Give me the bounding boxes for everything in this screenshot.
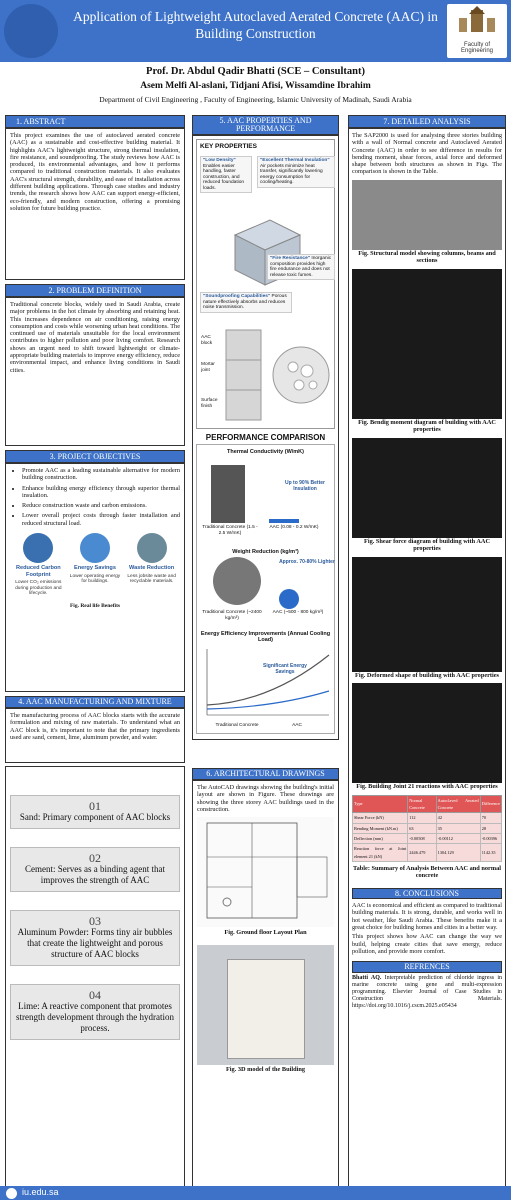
faculty-emblem-icon	[447, 4, 507, 44]
benefit-waste: Waste Reduction Less jobsite waste and recyclable materials.	[126, 533, 178, 597]
weight-title: Weight Reduction (kg/m³)	[232, 549, 299, 555]
abstract-heading: 1. ABSTRACT	[5, 115, 185, 128]
footer-bar	[0, 1186, 511, 1200]
property-low-density: "Low Density" Enables easier handling, faster construction, and reduced foundation loads.	[200, 156, 252, 193]
properties-panel	[192, 135, 339, 740]
weight-circle-aac	[279, 589, 299, 609]
energy-badge: Significant Energy Savings	[263, 663, 307, 675]
weight-trad-label: Traditional Concrete (~2400 kg/m³)	[202, 610, 262, 621]
thermal-aac-label: AAC (0.08 - 0.2 W/mK)	[269, 525, 319, 530]
analysis-caption: Fig. Structural model showing columns, beams and sections	[358, 249, 496, 265]
key-properties	[196, 139, 335, 429]
problem-text: Traditional concrete blocks, widely used in Saudi Arabia, create major problems in the hot climate by absorbing and retaining heat. This increases dependence on air conditioning, raising energy consumption and costs while worsening urban heat conditions. The continued use of materials unsuitable for the local environment contributes to higher pollution and poor living comfort. Research shows an urgent need to shift toward lightweight or climate-appropriate building materials to improve energy efficiency, reduce environmental impact, and enhance living conditions in Saudi cities.	[5, 297, 185, 446]
objective-item: • Enhance building energy efficiency through superior thermal insulation.	[22, 485, 180, 500]
footer-url[interactable]: iu.edu.sa	[22, 1187, 59, 1197]
joint-reactions-image	[352, 683, 502, 783]
building-icon	[227, 959, 305, 1059]
table-row: Bending Moment (kN.m) 63 35 28	[353, 823, 502, 833]
affiliation: Department of Civil Engineering , Faculty of Engineering, Islamic University of Madinah, Saudi Arabia	[99, 95, 412, 104]
thermal-bar-aac	[269, 519, 299, 523]
layer-label: AAC block	[201, 335, 213, 346]
table-row: Deflection (mm) -0.00508 -0.00112 -0.00396	[353, 833, 502, 843]
poster-title: Application of Lightweight Autoclaved Aerated Concrete (AAC) in Building Construction	[73, 9, 438, 41]
references-heading: REFRENCES	[352, 961, 502, 972]
step-lime: 04 Lime: A reactive component that promotes strength development through the hydration process.	[10, 984, 180, 1040]
table-row: Shear Force (kN) 112 42 70	[353, 813, 502, 823]
drawings-text: The AutoCAD drawings showing the building's initial layout are shown in Figure. These drawings are showing the three storey AAC buildings used in the construction.	[197, 784, 334, 813]
step-aluminum: 03 Aluminum Powder: Forms tiny air bubbles that create the lightweight and porous structure of AAC blocks	[10, 910, 180, 966]
header-banner	[0, 0, 511, 62]
performance-title: PERFORMANCE COMPARISON	[205, 433, 326, 442]
properties-heading: 5. AAC PROPERTIES AND PERFORMANCE	[192, 115, 339, 135]
analysis-caption: Fig. Bendig moment diagram of building with AAC properties	[358, 418, 496, 434]
abstract-text: This project examines the use of autoclaved aerated concrete (AAC) as a sustainable and cost-effective building material. It highlights AAC's lightweight structure, strong thermal insulation, fire resistance, and soundproofing. The study reviews how AAC is produced, its environmental advantages, and how it performs compared to traditional construction materials. It also evaluates AAC's structural strength, durability, and ease of installation across different building applications. Through case studies and industry trends, the research shows how AAC can support energy-efficient, eco-friendly, and modern construction, offering a promising solution for future building practice.	[5, 128, 185, 280]
key-properties-title: KEY PROPERTIES	[200, 143, 257, 150]
floor-plan-drawing	[197, 817, 334, 927]
conclusions-heading: 8. CONCLUSIONS	[352, 888, 502, 899]
benefits-caption: Fig. Real life Benefits	[69, 602, 121, 609]
weight-aac-label: AAC (~500 - 800 kg/m³)	[272, 610, 324, 615]
shear-force-image	[352, 438, 502, 538]
property-sound: "Soundproofing Capabilities" Porous nature effectively absorbs and reduces noise transmission.	[200, 292, 292, 313]
layer-label: Mortar joint	[201, 362, 215, 373]
benefits-row	[10, 533, 180, 597]
reference-entry: Bhatti AQ. Interpretable prediction of chloride ingress in marine concrete using gene and multi-expression programming. Elsevier Journal of Case Studies in Construction Materials. https://doi.org/10.1016/j.cscm.2025.e05434	[352, 974, 502, 1009]
building-3d-image	[197, 945, 334, 1065]
objective-item: • Lower overall project costs through faster installation and reduced structural load.	[22, 512, 180, 527]
floor-plan-caption: Fig. Ground floor Layout Plan	[224, 929, 307, 937]
coauthors: Asem Melfi Al-aslani, Tidjani Afisi, Wissamdine Ibrahim	[140, 81, 371, 91]
weight-badge: Approx. 70-80% Lighter	[279, 559, 335, 565]
benefit-carbon: Reduced Carbon Footprint Lower CO₂ emissions during production and lifecycle.	[12, 533, 64, 597]
analysis-caption: Fig. Shear force diagram of building with AAC properties	[363, 537, 491, 553]
deformed-shape-image	[352, 557, 502, 672]
analysis-table	[352, 795, 502, 862]
energy-line-chart	[199, 645, 337, 725]
legend-traditional: Traditional Concrete	[215, 723, 259, 728]
legend-aac: AAC	[292, 723, 302, 728]
analysis-heading: 7. DETAILED ANALYSIS	[348, 115, 506, 128]
drawings-box	[192, 780, 339, 1192]
step-sand: 01 Sand: Primary component of AAC blocks	[10, 795, 180, 829]
bending-moment-image	[352, 269, 502, 419]
faculty-label: Faculty of Engineering	[460, 42, 494, 54]
globe-icon	[6, 1188, 17, 1199]
performance-panel	[196, 444, 335, 734]
energy-title: Energy Efficiency Improvements (Annual Cooling Load)	[200, 631, 331, 643]
layer-label: Surface finish	[201, 398, 218, 409]
objectives-list	[10, 467, 180, 527]
property-fire: "Fire Resistance" Inorganic composition provides high fire endurance and does not release toxic fumes.	[267, 254, 335, 280]
column-middle	[192, 115, 339, 1192]
benefit-energy: Energy Savings Lower operating energy for buildings.	[69, 533, 121, 597]
analysis-caption: Fig. Deformed shape of building with AAC properties	[354, 671, 500, 679]
university-logo-icon	[4, 4, 58, 58]
thermal-badge: Up to 90% Better Insulation	[284, 480, 325, 492]
table-header-row: Type Normal Concrete Autoclaved Aerated Concrete Difference	[353, 795, 502, 813]
3d-model-caption: Fig. 3D model of the Building	[225, 1065, 306, 1073]
conclusions-text: AAC is economical and efficient as compared to traditional building materials. It is strong, durable, and works well in hot weather, like Saudi Arabia. These benefits make it a great choice for building homes and cities in a better way. This project shows how AAC can change the way we build, helping create cities that save energy, reduce pollution, and provide more comfort.	[352, 902, 502, 955]
weight-circle-traditional	[213, 557, 261, 605]
table-row: Reaction force at Joint element 21 (kN) 2446.479 1304.129 1142.35	[353, 844, 502, 862]
drawings-heading: 6. ARCHITECTURAL DRAWINGS	[192, 768, 339, 780]
recycle-icon	[137, 533, 167, 563]
objectives-heading: 3. PROJECT OBJECTIVES	[5, 450, 185, 463]
table-caption: Table: Summary of Analysis Between AAC and normal concrete	[353, 864, 501, 880]
structural-model-image	[352, 180, 502, 250]
property-thermal: "Excellent Thermal Insulation" Air pockets minimize heat transfer, significantly lowering energy consumption for cooling/heating.	[257, 156, 335, 188]
analysis-text: The SAP2000 is used for analysing three stories building with a wall of Normal concrete and Autoclaved Aerated Concrete (AAC) in order to see difference in results for bending moment, shear forces, axial force and deformed shape between both structures as shown in Figs. The comparison is shown in the Table.	[352, 132, 502, 176]
manufacturing-text: The manufacturing process of AAC blocks starts with the accurate formulation and mixing of raw materials. To understand what an AAC block is, it's important to note that the primary ingredients used are sand, cement, lime, aluminum powder, and water.	[5, 708, 185, 763]
manufacturing-heading: 4. AAC MANUFACTURING AND MIXTURE	[5, 696, 185, 708]
column-left	[5, 115, 185, 1200]
analysis-box	[348, 128, 506, 1190]
thermal-bar-traditional	[211, 465, 245, 523]
step-cement: 02 Cement: Serves as a binding agent that improves the strength of AAC	[10, 847, 180, 892]
lead-author: Prof. Dr. Abdul Qadir Bhatti (SCE – Consultant)	[146, 66, 365, 77]
problem-heading: 2. PROBLEM DEFINITION	[5, 284, 185, 297]
manufacturing-steps	[5, 766, 185, 1200]
globe-icon	[23, 533, 53, 563]
bulb-icon	[80, 533, 110, 563]
thermal-trad-label: Traditional Concrete (1.5 - 2.5 W/mK)	[202, 525, 258, 536]
thermal-title: Thermal Conductivity (W/mK)	[226, 449, 304, 455]
objective-item: • Promote AAC as a leading sustainable alternative for modern building construction.	[22, 467, 180, 482]
faculty-logo-icon	[447, 4, 507, 58]
column-right	[348, 115, 506, 1190]
objective-item: • Reduce construction waste and carbon emissions.	[22, 502, 180, 509]
analysis-caption: Fig. Building Joint 21 reactions with AAC properties	[356, 783, 498, 791]
objectives-box	[5, 463, 185, 692]
